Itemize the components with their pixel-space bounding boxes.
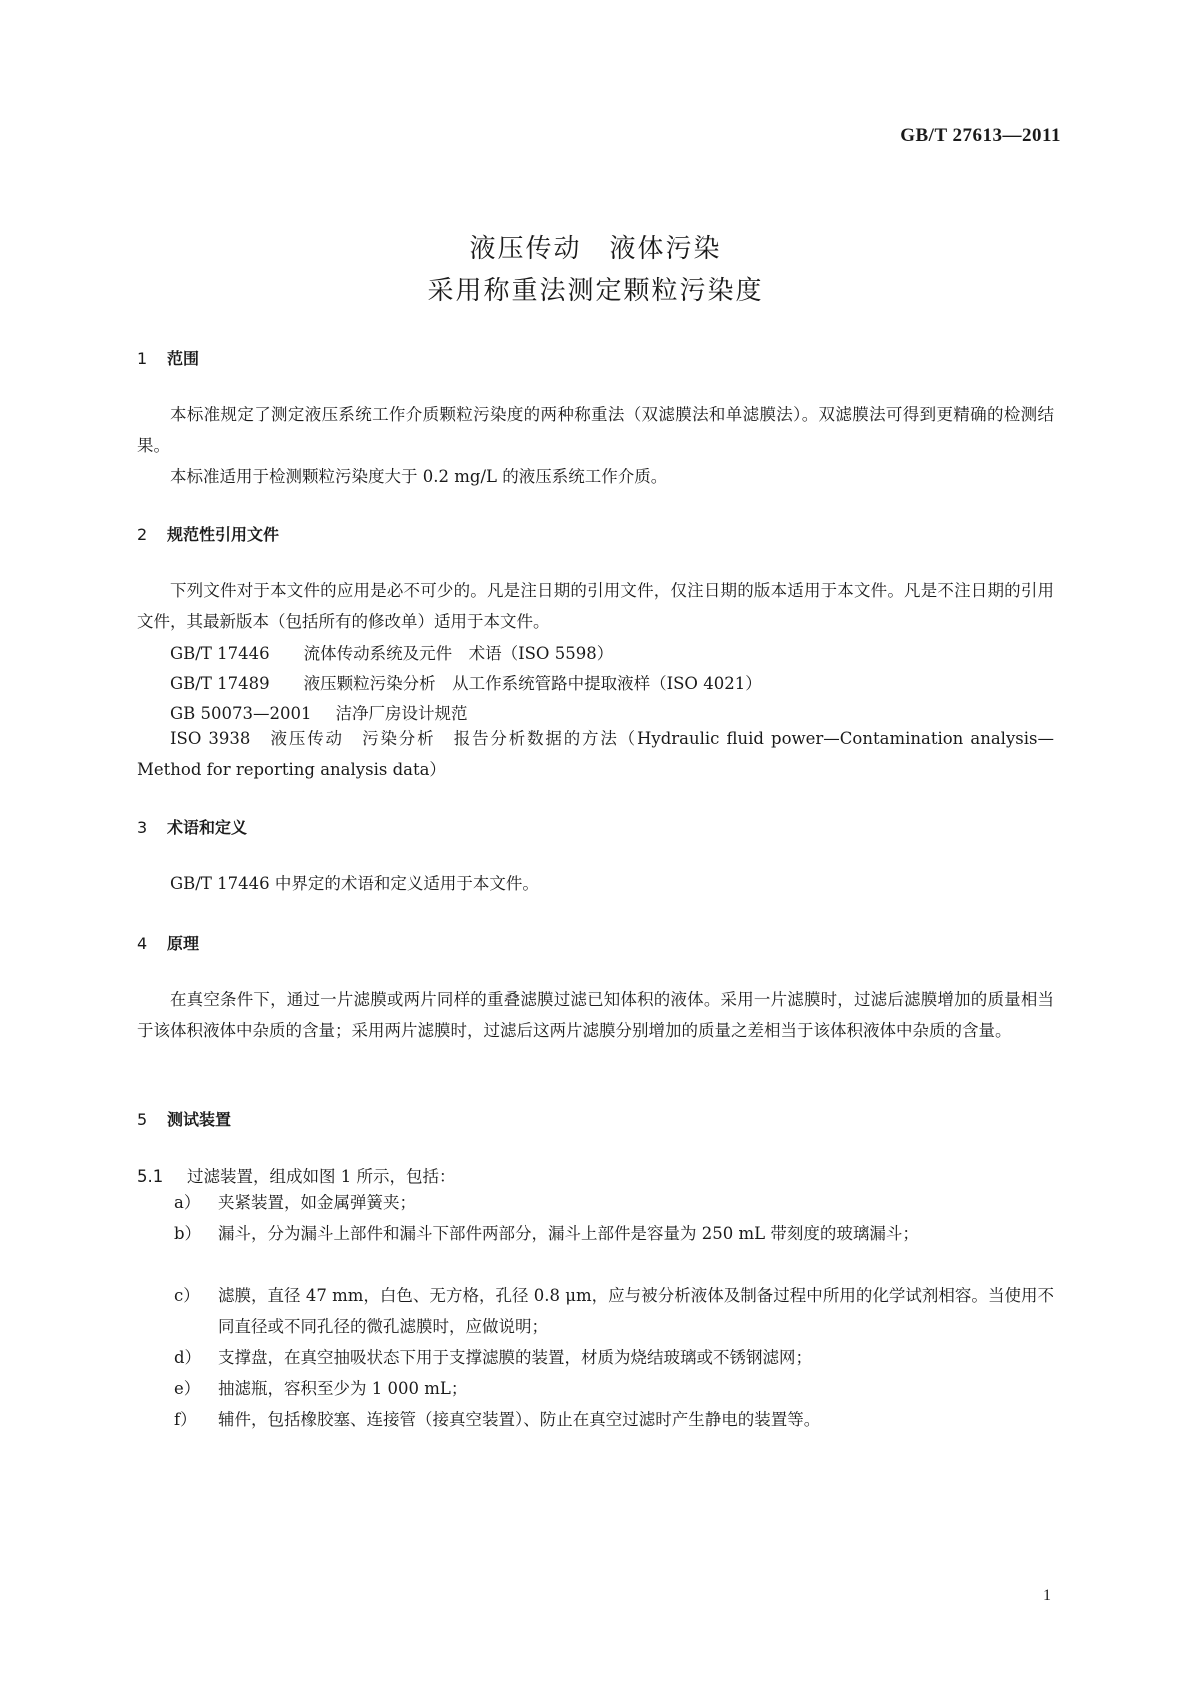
section-5-heading [137, 1107, 231, 1130]
reference-title: 流体传动系统及元件 术语（ISO 5598） [303, 644, 614, 663]
reference-item [170, 670, 762, 694]
section-3-body [137, 868, 1054, 899]
reference-code: GB/T 17489 [170, 674, 270, 693]
section-4-body [137, 984, 1054, 1046]
section-title: 规范性引用文件 [167, 525, 280, 544]
section-number: 3 [137, 818, 148, 837]
list-item [174, 1404, 1054, 1435]
standard-number: GB/T 27613—2011 [900, 125, 1061, 146]
reference-code: GB 50073—2001 [170, 704, 312, 723]
list-item [174, 1342, 1054, 1373]
section-2-heading [137, 522, 279, 545]
paragraph: 本标准规定了测定液压系统工作介质颗粒污染度的两种称重法（双滤膜法和单滤膜法）。双滤膜法可得到更精确的检测结果。 [137, 405, 1054, 455]
subsection-number: 5.1 [137, 1167, 164, 1186]
list-item-text: 支撑盘，在真空抽吸状态下用于支撑滤膜的装置，材质为烧结玻璃或不锈钢滤网； [218, 1348, 812, 1367]
paragraph: GB/T 17446 中界定的术语和定义适用于本文件。 [170, 874, 539, 893]
reference-title: 液压颗粒污染分析 从工作系统管路中提取液样（ISO 4021） [303, 674, 762, 693]
section-4-heading [137, 931, 199, 954]
reference-item-iso [137, 723, 1054, 785]
section-2-body [137, 575, 1054, 637]
reference-title: 洁净厂房设计规范 [335, 704, 468, 723]
title-line-1: 液压传动 液体污染 [469, 234, 722, 264]
list-item-text: 滤膜，直径 47 mm，白色、无方格，孔径 0.8 μm，应与被分析液体及制备过程中所用的化学试剂相容。当使用不同直径或不同孔径的微孔滤膜时，应做说明； [218, 1286, 1054, 1336]
paragraph: 本标准适用于检测颗粒污染度大于 0.2 mg/L 的液压系统工作介质。 [170, 467, 668, 486]
title-line-2: 采用称重法测定颗粒污染度 [427, 276, 764, 306]
reference-code: GB/T 17446 [170, 644, 270, 663]
page-number: 1 [1043, 1587, 1051, 1604]
list-item-label: c） [174, 1286, 200, 1305]
list-item-label: e） [174, 1379, 201, 1398]
section-1-body [137, 399, 1054, 492]
section-number: 2 [137, 525, 148, 544]
list-item-text: 夹紧装置，如金属弹簧夹； [218, 1193, 416, 1212]
section-number: 5 [137, 1110, 148, 1129]
list-item [174, 1373, 1054, 1404]
list-item-label: f） [174, 1410, 197, 1429]
section-title: 范围 [167, 349, 200, 368]
list-item-text: 抽滤瓶，容积至少为 1 000 mL； [218, 1379, 468, 1398]
section-number: 1 [137, 349, 148, 368]
list-item-label: a） [174, 1193, 201, 1212]
list-item-label: b） [174, 1224, 202, 1243]
section-3-heading [137, 815, 247, 838]
section-title: 测试装置 [167, 1110, 232, 1129]
list-item-text: 辅件，包括橡胶塞、连接管（接真空装置）、防止在真空过滤时产生静电的装置等。 [218, 1410, 821, 1429]
reference-text: ISO 3938 液压传动 污染分析 报告分析数据的方法（Hydraulic fluid power—Contamination analysis—Method for reporting analysis data） [137, 729, 1054, 779]
list-item [174, 1280, 1054, 1342]
subsection-text: 过滤装置，组成如图 1 所示，包括： [187, 1167, 456, 1186]
section-number: 4 [137, 934, 148, 953]
section-title: 原理 [167, 934, 200, 953]
section-1-heading [137, 346, 199, 369]
reference-item [170, 640, 613, 664]
reference-item [170, 700, 468, 724]
list-item [174, 1187, 1054, 1218]
paragraph: 在真空条件下，通过一片滤膜或两片同样的重叠滤膜过滤已知体积的液体。采用一片滤膜时，过滤后滤膜增加的质量相当于该体积液体中杂质的含量；采用两片滤膜时，过滤后这两片滤膜分别增加的质量之差相当于该体积液体中杂质的含量。 [137, 990, 1054, 1040]
subsection-5-1 [137, 1163, 456, 1187]
paragraph: 下列文件对于本文件的应用是必不可少的。凡是注日期的引用文件，仅注日期的版本适用于本文件。凡是不注日期的引用文件，其最新版本（包括所有的修改单）适用于本文件。 [137, 581, 1054, 631]
section-title: 术语和定义 [167, 818, 248, 837]
list-item-text: 漏斗，分为漏斗上部件和漏斗下部件两部分，漏斗上部件是容量为 250 mL 带刻度的玻璃漏斗； [218, 1224, 919, 1243]
list-item-label: d） [174, 1348, 202, 1367]
list-item [174, 1218, 1054, 1249]
